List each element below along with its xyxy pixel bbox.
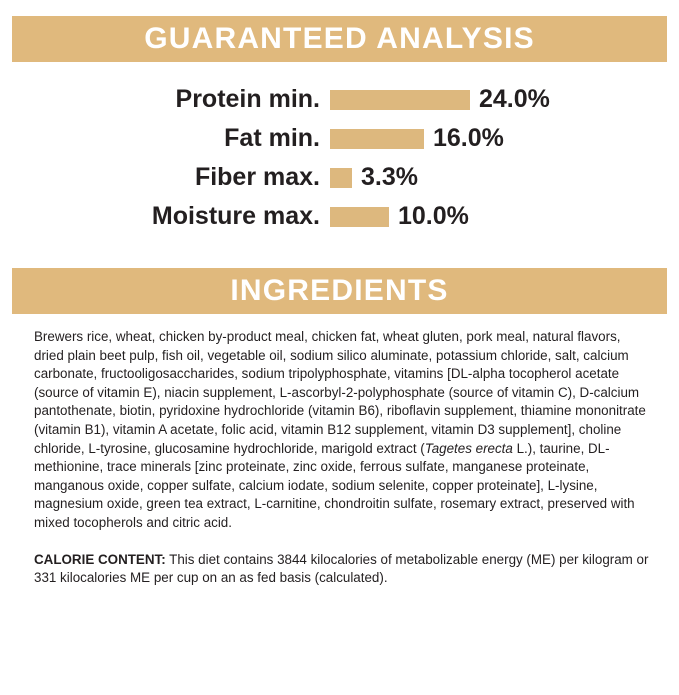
moisture-max-value: 10.0%	[398, 202, 469, 230]
ingredients-list	[34, 328, 649, 533]
fat-min-bar	[330, 129, 424, 149]
ingredients-text-part-2: L.), taurine, DL-methionine, trace minerals [zinc proteinate, zinc oxide, ferrous sulfate, manganese proteinate, manganous oxide, copper sulfate, calcium iodate, sodium selenite, copper proteinate], L-lysine, magnesium oxide, green tea extract, L-carnitine, chondroitin sulfate, rosemary extract, preserved with mixed tocopherols and citric acid.	[34, 440, 635, 530]
guaranteed-analysis-rows	[12, 62, 667, 250]
protein-min-bar	[330, 90, 470, 110]
guaranteed-analysis-banner	[12, 16, 667, 62]
calorie-content-paragraph	[34, 551, 649, 588]
fiber-max-value: 3.3%	[361, 163, 418, 191]
ingredients-italic-term: Tagetes erecta	[424, 440, 513, 456]
ingredients-title: INGREDIENTS	[230, 274, 449, 307]
calorie-content-text: This diet contains 3844 kilocalories of metabolizable energy (ME) per kilogram or 331 kilocalories ME per cup on an as fed basis (calculated).	[34, 551, 649, 586]
moisture-max-bar	[330, 207, 389, 227]
fiber-max-label: Fiber max.	[194, 163, 320, 191]
calorie-content-label: CALORIE CONTENT:	[34, 551, 166, 567]
protein-min-value: 24.0%	[479, 85, 550, 113]
guaranteed-analysis-row	[12, 197, 667, 236]
ingredients-text-part-1: Brewers rice, wheat, chicken by-product meal, chicken fat, wheat gluten, pork meal, natural flavors, dried plain beet pulp, fish oil, vegetable oil, sodium silico aluminate, potassium chloride, salt, calcium carbonate, fructooligosaccharides, sodium tripolyphosphate, vitamins [DL-alpha tocopherol acetate (source of vitamin E), niacin supplement, L-ascorbyl-2-polyphosphate (source of vitamin C), D-calcium pantothenate, biotin, pyridoxine hydrochloride (vitamin B6), riboflavin supplement, thiamine mononitrate (vitamin B1), vitamin A acetate, folic acid, vitamin B12 supplement, vitamin D3 supplement], choline chloride, L-tyrosine, glucosamine hydrochloride, marigold extract (	[34, 329, 646, 456]
guaranteed-analysis-row	[12, 158, 667, 197]
fat-min-value: 16.0%	[433, 124, 504, 152]
guaranteed-analysis-row	[12, 80, 667, 119]
ingredients-body	[12, 314, 667, 588]
fat-min-label: Fat min.	[224, 124, 320, 152]
fiber-max-bar	[330, 168, 352, 188]
ingredients-banner	[12, 268, 667, 314]
guaranteed-analysis-title: GUARANTEED ANALYSIS	[144, 22, 535, 55]
nutrition-label-page	[0, 16, 679, 695]
guaranteed-analysis-row	[12, 119, 667, 158]
moisture-max-label: Moisture max.	[151, 202, 320, 230]
protein-min-label: Protein min.	[175, 85, 320, 113]
